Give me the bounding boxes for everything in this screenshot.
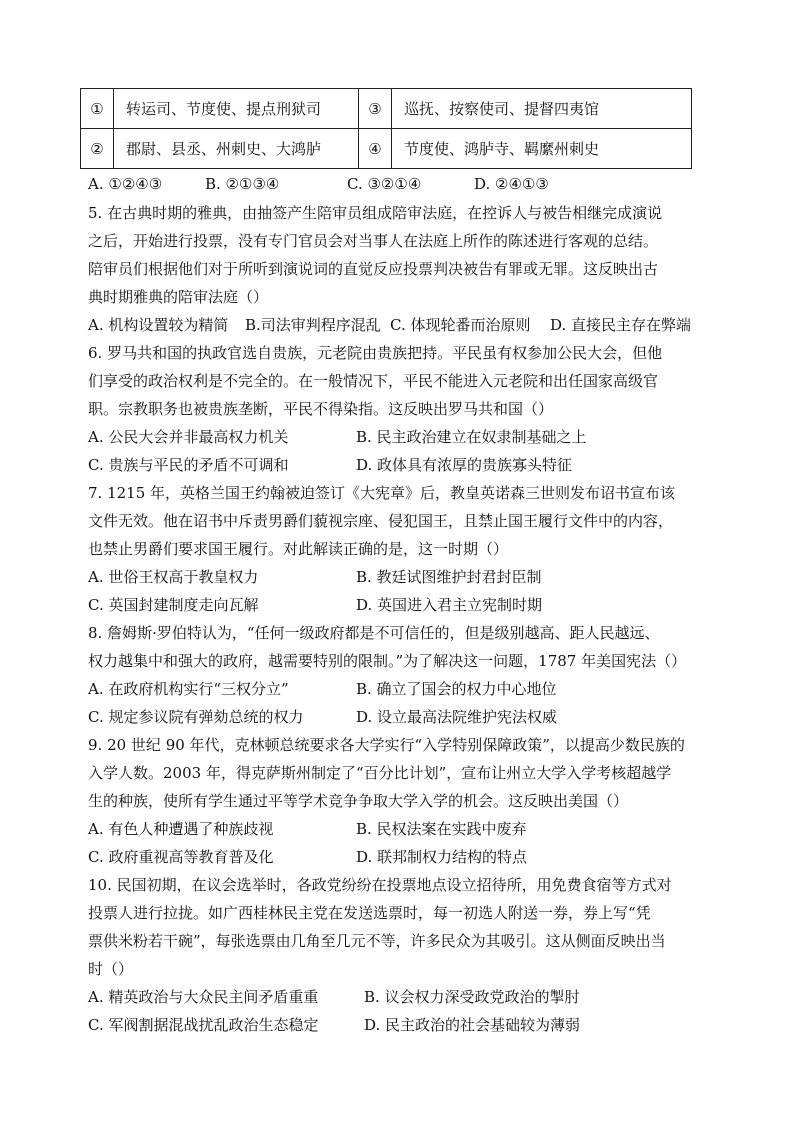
question-text-line: 时（） <box>88 960 134 978</box>
question-text-line: 们享受的政治权利是不完全的。在一般情况下，平民不能进入元老院和出任国家高级官 <box>88 372 659 390</box>
option-b[interactable]: B. ②①③④ <box>205 175 280 193</box>
option-b[interactable]: B. 教廷试图维护封君封臣制 <box>356 568 542 586</box>
question-text-line: 10. 民国初期，在议会选举时，各政党纷纷在投票地点设立招待所，用免费食宿等方式对 <box>88 876 672 894</box>
option-d[interactable]: D. 联邦制权力结构的特点 <box>356 848 528 866</box>
table-row <box>81 89 692 129</box>
option-d[interactable]: D. 直接民主存在弊端 <box>550 316 692 334</box>
table-cell-number: ③ <box>359 89 392 129</box>
option-c[interactable]: C. 体现轮番而治原则 <box>390 316 531 334</box>
table-cell-number: ② <box>81 129 114 169</box>
question-text-line: 生的种族，使所有学生通过平等学术竞争争取大学入学的机会。这反映出美国（） <box>88 792 629 810</box>
table-cell-text: 郡尉、县丞、州刺史、大鸿胪 <box>114 129 359 169</box>
option-a[interactable]: A. 有色人种遭遇了种族歧视 <box>88 820 274 838</box>
option-d[interactable]: D. 英国进入君主立宪制时期 <box>356 596 543 614</box>
option-c[interactable]: C. 英国封建制度走向瓦解 <box>88 596 259 614</box>
question-text-line: 典时期雅典的陪审法庭（） <box>88 288 269 306</box>
option-d[interactable]: D. 民主政治的社会基础较为薄弱 <box>364 1016 581 1034</box>
question-text-line: 陪审员们根据他们对于所听到演说词的直觉反应投票判决被告有罪或无罪。这反映出古 <box>88 260 659 278</box>
option-d[interactable]: D. ②④①③ <box>474 175 549 193</box>
question-text-line: 5. 在古典时期的雅典，由抽签产生陪审员组成陪审法庭，在控诉人与被告相继完成演说 <box>88 204 663 222</box>
question-text-line: 权力越集中和强大的政府，越需要特别的限制。”为了解决这一问题，1787 年美国宪法（） <box>88 652 687 670</box>
option-a[interactable]: A. ①②④③ <box>88 175 163 193</box>
option-b[interactable]: B. 议会权力深受政党政治的掣肘 <box>364 988 580 1006</box>
table-cell-text: 巡抚、按察使司、提督四夷馆 <box>392 89 692 129</box>
table-cell-text: 转运司、节度使、提点刑狱司 <box>114 89 359 129</box>
table-row <box>81 129 692 169</box>
question-text-line: 9. 20 世纪 90 年代，克林顿总统要求各大学实行“入学特别保障政策”，以提高少数民族的 <box>88 736 685 754</box>
option-b[interactable]: B. 确立了国会的权力中心地位 <box>356 680 557 698</box>
option-a[interactable]: A. 公民大会并非最高权力机关 <box>88 428 289 446</box>
option-b[interactable]: B.司法审判程序混乱 <box>245 316 381 334</box>
question-text-line: 文件无效。他在诏书中斥责男爵们藐视宗座、侵犯国王，且禁止国王履行文件中的内容， <box>88 512 674 530</box>
option-c[interactable]: C. 军阀割据混战扰乱政治生态稳定 <box>88 1016 319 1034</box>
question-text-line: 投票人进行拉拢。如广西桂林民主党在发送选票时，每一初选人附送一券，券上写“凭 <box>88 904 651 922</box>
option-a[interactable]: A. 精英政治与大众民主间矛盾重重 <box>88 988 319 1006</box>
option-a[interactable]: A. 世俗王权高于教皇权力 <box>88 568 259 586</box>
option-d[interactable]: D. 设立最高法院维护宪法权威 <box>356 708 558 726</box>
option-b[interactable]: B. 民主政治建立在奴隶制基础之上 <box>356 428 587 446</box>
question-text-line: 职。宗教职务也被贵族垄断，平民不得染指。这反映出罗马共和国（） <box>88 400 554 418</box>
option-d[interactable]: D. 政体具有浓厚的贵族寡头特征 <box>356 456 573 474</box>
option-a[interactable]: A. 机构设置较为精简 <box>88 316 229 334</box>
option-b[interactable]: B. 民权法案在实践中废弃 <box>356 820 527 838</box>
options-table <box>80 88 692 169</box>
option-a[interactable]: A. 在政府机构实行“三权分立” <box>88 680 289 698</box>
option-c[interactable]: C. 规定参议院有弹劾总统的权力 <box>88 708 304 726</box>
option-c[interactable]: C. 政府重视高等教育普及化 <box>88 848 274 866</box>
table-cell-number: ④ <box>359 129 392 169</box>
question-text-line: 票供米粉若干碗”，每张选票由几角至几元不等，许多民众为其吸引。这从侧面反映出当 <box>88 932 666 950</box>
question-text-line: 之后，开始进行投票，没有专门官员会对当事人在法庭上所作的陈述进行客观的总结。 <box>88 232 659 250</box>
option-c[interactable]: C. 贵族与平民的矛盾不可调和 <box>88 456 289 474</box>
question-text-line: 入学人数。2003 年，得克萨斯州制定了“百分比计划”，宣布让州立大学入学考核超越学 <box>88 764 672 782</box>
question-text-line: 6. 罗马共和国的执政官选自贵族，元老院由贵族把持。平民虽有权参加公民大会，但他 <box>88 344 663 362</box>
question-text-line: 8. 詹姆斯·罗伯特认为，“任何一级政府都是不可信任的，但是级别越高、距人民越远、 <box>88 624 660 642</box>
question-text-line: 也禁止男爵们要求国王履行。对此解读正确的是，这一时期（） <box>88 540 509 558</box>
question-text-line: 7. 1215 年，英格兰国王约翰被迫签订《大宪章》后，教皇英诺森三世则发布诏书宣布该 <box>88 484 676 502</box>
table-cell-text: 节度使、鸿胪寺、羁縻州刺史 <box>392 129 692 169</box>
option-c[interactable]: C. ③②①④ <box>347 175 422 193</box>
table-cell-number: ① <box>81 89 114 129</box>
